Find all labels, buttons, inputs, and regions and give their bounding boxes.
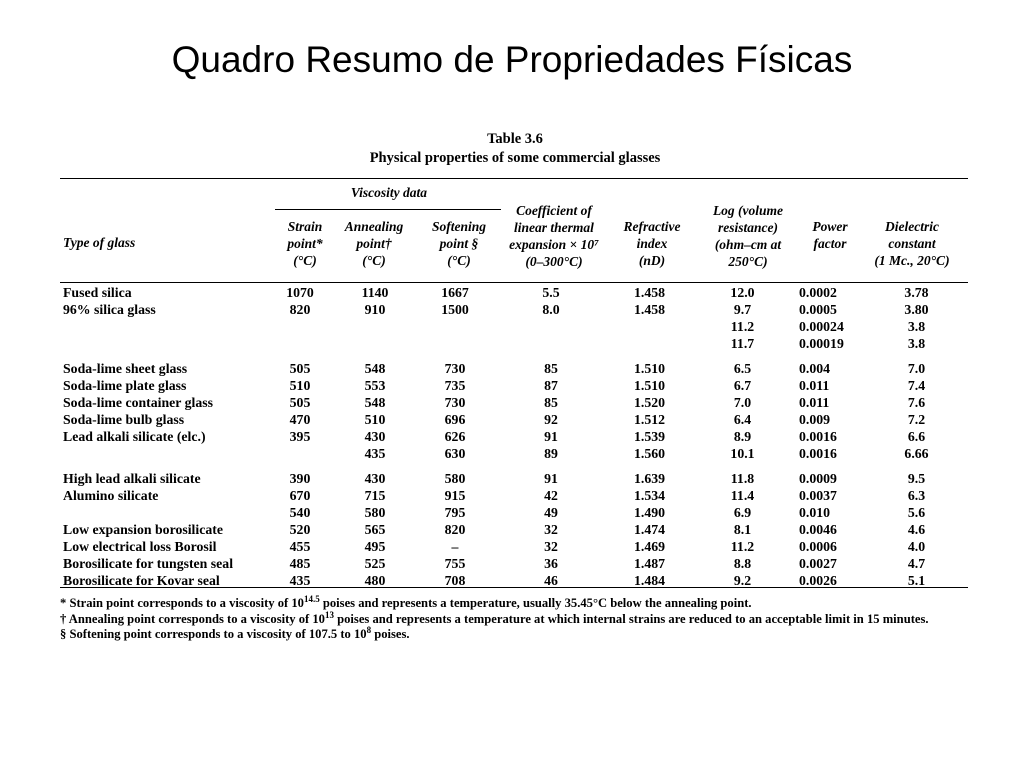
power-factor-cell: 0.010 (799, 505, 831, 520)
log-resistance-cell: 6.5 (733, 361, 752, 376)
strain-point-cell: 505 (289, 361, 311, 376)
table-row (60, 504, 968, 521)
refractive-index-cell (607, 335, 692, 352)
refractive-index-cell: 1.639 (633, 471, 666, 486)
softening-point-cell (415, 318, 495, 335)
table-row (60, 377, 968, 394)
strain-point-cell: 670 (289, 488, 311, 503)
refractive-index-cell: 1.560 (633, 446, 666, 461)
strain-point-cell: 1070 (286, 285, 314, 300)
softening-point-cell: 708 (444, 573, 466, 588)
strain-point-cell: 390 (289, 471, 311, 486)
log-resistance-cell: 9.2 (733, 573, 752, 588)
thermal-expansion-cell: 91 (544, 429, 558, 444)
annealing-point-cell: 430 (364, 429, 386, 444)
log-resistance-cell: 11.8 (730, 471, 755, 486)
header-power-factor: Power factor (812, 219, 848, 251)
annealing-point-cell: 525 (364, 556, 386, 571)
power-factor-cell: 0.011 (799, 395, 830, 410)
log-resistance-cell: 11.2 (730, 319, 755, 334)
power-factor-cell: 0.0016 (799, 446, 837, 461)
refractive-index-cell: 1.474 (633, 522, 666, 537)
table-row (60, 411, 968, 428)
annealing-point-cell: 435 (364, 446, 386, 461)
power-factor-cell: 0.0006 (799, 539, 837, 554)
glass-type-cell: Fused silica (63, 285, 132, 300)
power-factor-cell: 0.009 (799, 412, 831, 427)
strain-point-cell: 540 (289, 505, 311, 520)
scanned-table (60, 130, 970, 641)
softening-point-cell: – (451, 539, 459, 554)
softening-point-cell: 915 (444, 488, 466, 503)
footnote-annealing-point: † Annealing point corresponds to a viscosity of $10^{13}$ poises and represents a temperature at which internal strains are reduced to an acceptable limit in 15 minutes. (60, 609, 929, 626)
softening-point-cell: 1500 (441, 302, 469, 317)
power-factor-cell: 0.004 (799, 361, 831, 376)
strain-point-cell: 435 (289, 573, 311, 588)
table-row (60, 555, 968, 572)
table-row (60, 428, 968, 445)
strain-point-cell: 455 (289, 539, 311, 554)
refractive-index-cell: 1.510 (633, 378, 666, 393)
properties-table (60, 284, 968, 589)
strain-point-cell: 470 (289, 412, 311, 427)
glass-type-cell: Borosilicate for Kovar seal (63, 573, 220, 588)
softening-point-cell: 795 (444, 505, 466, 520)
glass-type-cell: Soda-lime bulb glass (63, 412, 185, 427)
annealing-point-cell: 480 (364, 573, 386, 588)
dielectric-constant-cell: 6.6 (907, 429, 926, 444)
glass-type-cell: High lead alkali silicate (63, 471, 201, 486)
softening-point-cell: 626 (444, 429, 466, 444)
table-row (60, 470, 968, 487)
log-resistance-cell: 6.9 (733, 505, 752, 520)
annealing-point-cell: 495 (364, 539, 386, 554)
annealing-point-cell: 548 (364, 395, 386, 410)
log-resistance-cell: 9.7 (733, 302, 752, 317)
header-type-of-glass: Type of glass (63, 235, 136, 250)
row-spacer (60, 462, 968, 470)
glass-type-cell: Soda-lime container glass (63, 395, 213, 410)
strain-point-cell (265, 318, 335, 335)
power-factor-cell: 0.0046 (799, 522, 837, 537)
softening-point-cell: 755 (444, 556, 466, 571)
strain-point-cell: 505 (289, 395, 311, 410)
table-row (60, 335, 968, 352)
glass-type-cell: Alumino silicate (63, 488, 159, 503)
table-row (60, 487, 968, 504)
softening-point-cell: 735 (444, 378, 466, 393)
header-dielectric-constant: Dielectric constant (1 Mc., 20°C) (874, 219, 950, 268)
power-factor-cell: 0.011 (799, 378, 830, 393)
row-spacer (60, 352, 968, 360)
power-factor-cell: 0.00024 (799, 319, 844, 334)
table-row (60, 538, 968, 555)
thermal-expansion-cell: 89 (544, 446, 558, 461)
annealing-point-cell: 715 (364, 488, 386, 503)
refractive-index-cell: 1.458 (633, 285, 666, 300)
header-thermal-expansion: Coefficient of linear thermal expansion × 10⁷ (0–300°C) (509, 203, 599, 269)
thermal-expansion-cell: 42 (544, 488, 558, 503)
thermal-expansion-cell: 92 (544, 412, 558, 427)
log-resistance-cell: 10.1 (730, 446, 755, 461)
power-factor-cell: 0.0016 (799, 429, 837, 444)
thermal-expansion-cell: 36 (544, 556, 558, 571)
thermal-expansion-cell: 87 (544, 378, 558, 393)
thermal-expansion-cell: 8.0 (542, 302, 560, 317)
dielectric-constant-cell: 4.0 (907, 539, 926, 554)
refractive-index-cell: 1.510 (633, 361, 666, 376)
refractive-index-cell: 1.458 (633, 302, 666, 317)
dielectric-constant-cell: 7.6 (907, 395, 926, 410)
dielectric-constant-cell: 3.78 (904, 285, 929, 300)
dielectric-constant-cell: 5.1 (907, 573, 926, 588)
softening-point-cell: 630 (444, 446, 466, 461)
glass-type-cell: Soda-lime plate glass (63, 378, 187, 393)
annealing-point-cell (335, 318, 415, 335)
refractive-index-cell: 1.487 (633, 556, 666, 571)
log-resistance-cell: 8.1 (733, 522, 752, 537)
log-resistance-cell: 11.2 (730, 539, 755, 554)
thermal-expansion-cell (495, 335, 607, 352)
glass-type-cell: Borosilicate for tungsten seal (63, 556, 234, 571)
log-resistance-cell: 11.7 (730, 336, 755, 351)
refractive-index-cell: 1.534 (633, 488, 666, 503)
strain-point-cell (265, 445, 335, 462)
thermal-expansion-cell: 85 (544, 395, 558, 410)
footnote-softening-point: § Softening point corresponds to a viscosity of 107.5 to $10^8$ poises. (60, 624, 410, 641)
log-resistance-cell: 12.0 (730, 285, 755, 300)
power-factor-cell: 0.00019 (799, 336, 844, 351)
header-strain-point: Strain point* (°C) (287, 219, 323, 268)
power-factor-cell: 0.0009 (799, 471, 837, 486)
slide-title: Quadro Resumo de Propriedades Físicas (171, 39, 853, 80)
refractive-index-cell: 1.520 (633, 395, 666, 410)
log-resistance-cell: 6.4 (733, 412, 752, 427)
glass-type-cell (60, 445, 265, 462)
header-refractive-index: Refractive index (nD) (623, 219, 681, 268)
dielectric-constant-cell: 6.3 (907, 488, 926, 503)
table-row (60, 445, 968, 462)
strain-point-cell: 820 (289, 302, 311, 317)
annealing-point-cell: 510 (364, 412, 386, 427)
dielectric-constant-cell: 9.5 (907, 471, 926, 486)
dielectric-constant-cell: 7.2 (907, 412, 926, 427)
softening-point-cell: 696 (444, 412, 466, 427)
dielectric-constant-cell: 5.6 (907, 505, 926, 520)
glass-type-cell: 96% silica glass (63, 302, 156, 317)
viscosity-group-rule (275, 209, 501, 210)
dielectric-constant-cell: 3.8 (907, 319, 926, 334)
thermal-expansion-cell: 32 (544, 522, 558, 537)
thermal-expansion-cell: 32 (544, 539, 558, 554)
table-row (60, 360, 968, 377)
glass-type-cell: Soda-lime sheet glass (63, 361, 188, 376)
refractive-index-cell: 1.512 (633, 412, 666, 427)
header-rule (60, 282, 968, 283)
thermal-expansion-cell: 5.5 (542, 285, 560, 300)
thermal-expansion-cell: 85 (544, 361, 558, 376)
softening-point-cell: 730 (444, 395, 466, 410)
table-row (60, 521, 968, 538)
log-resistance-cell: 11.4 (730, 488, 755, 503)
refractive-index-cell: 1.484 (633, 573, 666, 588)
top-rule (60, 178, 968, 179)
power-factor-cell: 0.0002 (799, 285, 837, 300)
log-resistance-cell: 6.7 (733, 378, 752, 393)
table-row (60, 394, 968, 411)
power-factor-cell: 0.0037 (799, 488, 837, 503)
table-row (60, 301, 968, 318)
table-subtitle: Physical properties of some commercial glasses (369, 150, 661, 166)
glass-type-cell (60, 318, 265, 335)
thermal-expansion-cell: 46 (544, 573, 558, 588)
table-row (60, 318, 968, 335)
footnote-strain-point: * Strain point corresponds to a viscosity of $10^{14.5}$ poises and represents a temperature, usually 35.45°C below the annealing point. (60, 593, 752, 610)
glass-type-cell: Low electrical loss Borosil (63, 539, 217, 554)
table-row (60, 284, 968, 301)
header-annealing-point: Annealing point† (°C) (344, 219, 404, 268)
log-resistance-cell: 8.9 (733, 429, 752, 444)
annealing-point-cell: 565 (364, 522, 386, 537)
softening-point-cell: 580 (444, 471, 466, 486)
strain-point-cell: 395 (289, 429, 311, 444)
softening-point-cell: 820 (444, 522, 466, 537)
thermal-expansion-cell: 49 (544, 505, 558, 520)
header-volume-resistance: Log (volume resistance) (ohm–cm at 250°C) (712, 203, 784, 269)
strain-point-cell: 485 (289, 556, 311, 571)
dielectric-constant-cell: 4.7 (907, 556, 926, 571)
annealing-point-cell: 430 (364, 471, 386, 486)
glass-type-cell (60, 504, 265, 521)
annealing-point-cell: 553 (364, 378, 386, 393)
softening-point-cell: 1667 (441, 285, 469, 300)
strain-point-cell: 510 (289, 378, 311, 393)
header-softening-point: Softening point § (°C) (431, 219, 486, 268)
annealing-point-cell: 910 (364, 302, 386, 317)
log-resistance-cell: 8.8 (733, 556, 752, 571)
footnotes (60, 593, 968, 643)
bottom-rule (60, 587, 968, 588)
log-resistance-cell: 7.0 (733, 395, 752, 410)
dielectric-constant-cell: 4.6 (907, 522, 926, 537)
thermal-expansion-cell (495, 318, 607, 335)
refractive-index-cell: 1.539 (633, 429, 666, 444)
glass-type-cell: Lead alkali silicate (elc.) (63, 429, 206, 444)
softening-point-cell (415, 335, 495, 352)
dielectric-constant-cell: 7.0 (907, 361, 926, 376)
strain-point-cell: 520 (289, 522, 311, 537)
refractive-index-cell: 1.469 (633, 539, 666, 554)
glass-type-cell: Low expansion borosilicate (63, 522, 223, 537)
dielectric-constant-cell: 3.80 (904, 302, 929, 317)
viscosity-group-header: Viscosity data (350, 185, 428, 200)
dielectric-constant-cell: 3.8 (907, 336, 926, 351)
thermal-expansion-cell: 91 (544, 471, 558, 486)
annealing-point-cell: 580 (364, 505, 386, 520)
power-factor-cell: 0.0005 (799, 302, 837, 317)
annealing-point-cell: 548 (364, 361, 386, 376)
power-factor-cell: 0.0027 (799, 556, 837, 571)
strain-point-cell (265, 335, 335, 352)
softening-point-cell: 730 (444, 361, 466, 376)
dielectric-constant-cell: 6.66 (904, 446, 929, 461)
refractive-index-cell: 1.490 (633, 505, 666, 520)
power-factor-cell: 0.0026 (799, 573, 837, 588)
annealing-point-cell (335, 335, 415, 352)
refractive-index-cell (607, 318, 692, 335)
annealing-point-cell: 1140 (361, 285, 389, 300)
table-caption: Table 3.6 (487, 131, 543, 147)
glass-type-cell (60, 335, 265, 352)
dielectric-constant-cell: 7.4 (907, 378, 926, 393)
